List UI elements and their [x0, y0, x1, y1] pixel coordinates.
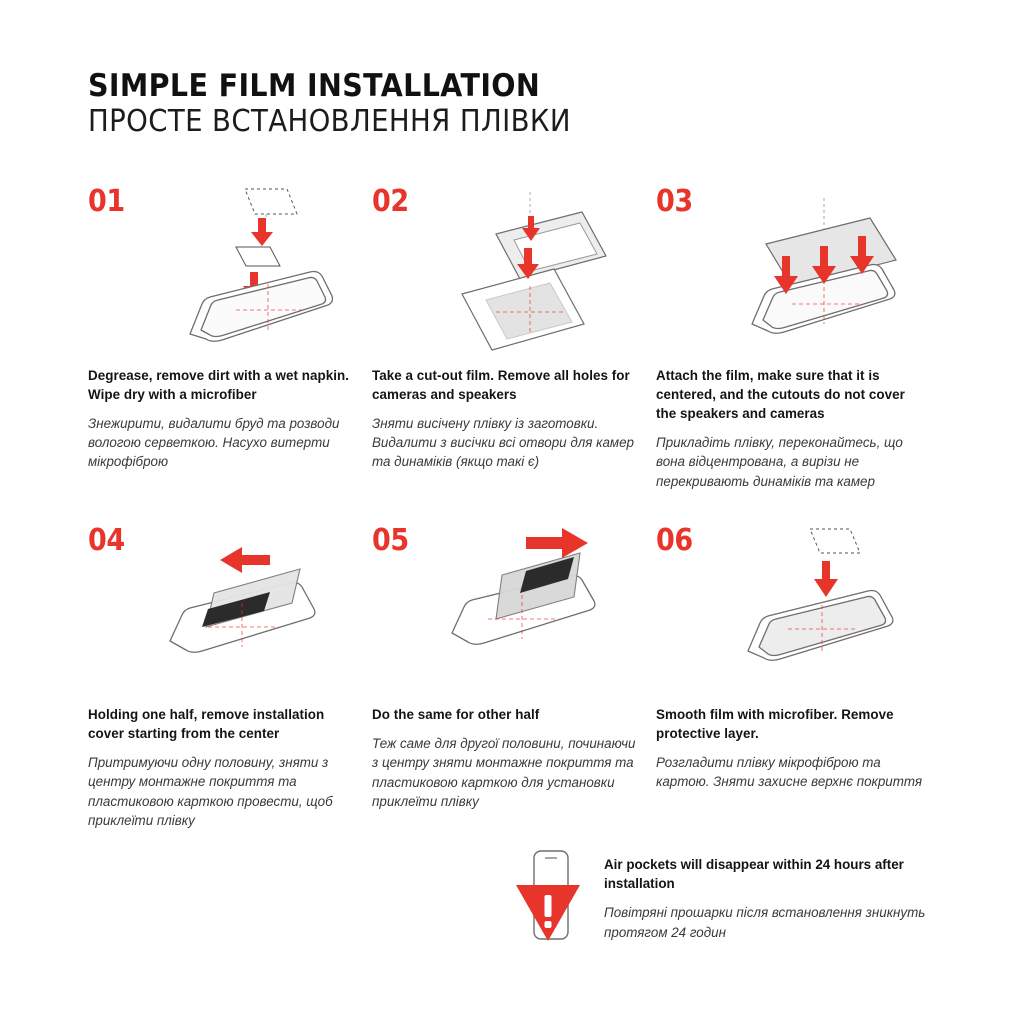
step-02	[372, 184, 644, 491]
step-02-body	[372, 366, 644, 472]
page-title-ua: ПРОСТЕ ВСТАНОВЛЕННЯ ПЛІВКИ	[88, 103, 571, 139]
step-04-number: 04	[88, 522, 125, 558]
step-01-body	[88, 366, 360, 472]
step-04	[88, 523, 360, 831]
step-03-illustration-area	[656, 184, 928, 366]
footer-note	[510, 845, 950, 945]
step-01-illustration-area	[88, 184, 360, 366]
step-06	[656, 523, 928, 831]
page-title-en: SIMPLE FILM INSTALLATION	[88, 68, 541, 104]
step-01-text-ua: Знежирити, видалити бруд та розводи вологою серветкою. Насухо витерти мікрофіброю	[88, 415, 340, 470]
step-03-body	[656, 366, 928, 491]
peel-half-left-icon	[150, 523, 360, 698]
step-06-body	[656, 705, 928, 792]
peel-half-right-icon	[434, 523, 644, 698]
step-02-illustration-area	[372, 184, 644, 366]
step-06-illustration-area	[656, 523, 928, 705]
step-02-number: 02	[372, 183, 409, 219]
footer-text-ua: Повітряні прошарки після встановлення зникнуть протягом 24 годин	[604, 905, 926, 940]
step-05-text-en: Do the same for other half	[372, 706, 540, 722]
step-03	[656, 184, 928, 491]
attach-film-icon	[718, 184, 928, 359]
step-06-text-ua: Розгладити плівку мікрофіброю та картою. Зняти захисне верхнє покриття	[656, 755, 923, 790]
header	[88, 70, 936, 138]
step-05-number: 05	[372, 522, 409, 558]
step-06-number: 06	[656, 522, 693, 558]
step-02-text-en: Take a cut-out film. Remove all holes for cameras and speakers	[372, 367, 630, 402]
step-04-illustration-area	[88, 523, 360, 705]
step-06-text-en: Smooth film with microfiber. Remove protective layer.	[656, 706, 894, 741]
footer-text	[604, 845, 950, 942]
footer-text-en: Air pockets will disappear within 24 hours after installation	[604, 857, 904, 892]
phone-with-wipe-icon	[150, 184, 360, 359]
step-04-body	[88, 705, 360, 831]
step-04-text-en: Holding one half, remove installation cover starting from the center	[88, 706, 325, 741]
steps-grid	[88, 184, 936, 831]
step-01-text-en: Degrease, remove dirt with a wet napkin. Wipe dry with a microfiber	[88, 367, 349, 402]
step-03-number: 03	[656, 183, 693, 219]
step-05	[372, 523, 644, 831]
step-02-text-ua: Зняти висічену плівку із заготовки. Видалити з висічки всі отвори для камер та динаміків (якщо такі є)	[372, 415, 634, 470]
step-05-text-ua: Теж саме для другої половини, починаючи з центру зняти монтажне покриття та пластиковою карткою для установки приклеїти плівку	[372, 735, 636, 810]
step-03-text-en: Attach the film, make sure that it is centered, and the cutouts do not cover the speakers and cameras	[656, 367, 905, 421]
step-01-number: 01	[88, 183, 125, 219]
warning-triangle-icon	[510, 845, 586, 945]
smooth-film-icon	[718, 523, 928, 698]
step-05-illustration-area	[372, 523, 644, 705]
step-01	[88, 184, 360, 491]
step-03-text-ua: Прикладіть плівку, переконайтесь, що вона відцентрована, а вирізи не перекривають динаміків та камер	[656, 434, 903, 489]
step-04-text-ua: Притримуючи одну половину, зняти з центру монтажне покриття та пластиковою карткою провести, щоб приклеїти плівку	[88, 755, 333, 829]
step-05-body	[372, 705, 644, 812]
cut-out-film-icon	[434, 184, 644, 359]
